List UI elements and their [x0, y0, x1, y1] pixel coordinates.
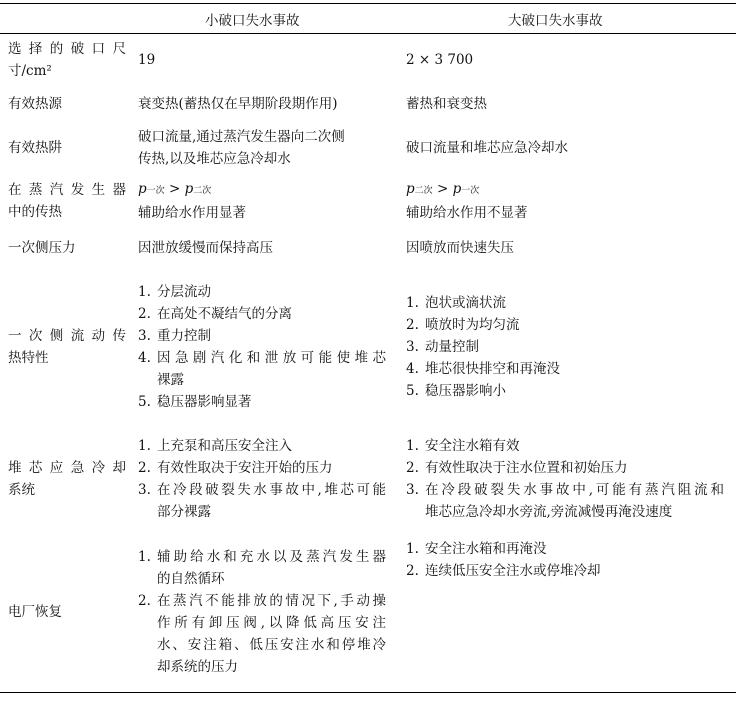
- large-break-cell: [400, 174, 736, 228]
- item-number: 3.: [406, 339, 419, 355]
- item-line: 稳压器影响显著: [157, 394, 252, 410]
- list-item: [138, 325, 386, 347]
- item-line: 在蒸汽不能排放的情况下,手动操: [157, 593, 386, 609]
- list-item: [406, 479, 724, 523]
- list-item: [406, 380, 724, 402]
- row-label: [0, 426, 132, 532]
- item-line: 因急剧汽化和泄放可能使堆芯: [157, 350, 386, 366]
- item-number: 2.: [138, 460, 151, 476]
- small-break-cell: [132, 174, 400, 228]
- large-break-cell: [400, 426, 736, 532]
- item-list: [138, 281, 386, 413]
- list-item: [138, 590, 386, 678]
- pressure-symbol: p: [406, 181, 415, 197]
- item-number: 1.: [138, 549, 151, 565]
- list-item: [138, 281, 386, 303]
- item-list: [138, 546, 386, 678]
- small-break-cell: [132, 268, 400, 426]
- item-number: 2.: [138, 593, 151, 609]
- item-line: 重力控制: [157, 328, 211, 344]
- pressure-subscript: 二次: [193, 186, 212, 196]
- cell-line: 辅助给水作用不显著: [406, 205, 528, 221]
- large-break-cell: 因喷放而快速失压: [406, 240, 514, 256]
- item-list: [406, 435, 724, 523]
- large-break-cell: 蓄热和衰变热: [406, 96, 487, 112]
- table-header-row: [0, 4, 736, 34]
- label-line: 在蒸汽发生器: [8, 182, 126, 198]
- item-line: 稳压器影响小: [425, 383, 506, 399]
- item-line: 安全注水箱有效: [425, 438, 520, 454]
- label-line: 热特性: [8, 350, 49, 366]
- list-item: [138, 546, 386, 590]
- list-item: [138, 479, 386, 523]
- item-number: 1.: [406, 295, 419, 311]
- list-item: [138, 435, 386, 457]
- label-line: 选择的破口尺: [8, 41, 126, 57]
- item-line: 喷放时为均匀流: [425, 317, 520, 333]
- list-item: [406, 314, 724, 336]
- item-line: 安全注水箱和再淹没: [425, 541, 547, 557]
- header-small-break: 小破口失水事故: [132, 4, 400, 34]
- item-number: 4.: [138, 350, 151, 366]
- list-item: [406, 538, 724, 560]
- item-line: 在冷段破裂失水事故中,可能有蒸汽阻流和: [425, 482, 724, 498]
- item-line: 上充泵和高压安全注入: [157, 438, 292, 454]
- label-line: 一次侧流动传: [8, 328, 126, 344]
- comparison-operator: >: [432, 181, 453, 197]
- pressure-symbol: p: [452, 181, 462, 197]
- item-line: 连续低压安全注水或停堆冷却: [425, 563, 601, 579]
- pressure-relation: [406, 178, 724, 202]
- item-number: 5.: [138, 394, 151, 410]
- row-label: [0, 122, 132, 174]
- table-row: [0, 174, 736, 228]
- item-line: 在冷段破裂失水事故中,堆芯可能: [157, 482, 386, 498]
- item-number: 1.: [138, 438, 151, 454]
- header-large-break: 大破口失水事故: [400, 4, 736, 34]
- item-number: 1.: [406, 541, 419, 557]
- row-label: [0, 268, 132, 426]
- item-number: 3.: [406, 482, 419, 498]
- comparison-table: [0, 3, 736, 693]
- pressure-subscript: 一次: [461, 186, 480, 196]
- pressure-symbol: p: [138, 181, 147, 197]
- table-row: [0, 426, 736, 532]
- table-row: [0, 268, 736, 426]
- row-label: [0, 228, 132, 268]
- item-number: 4.: [406, 361, 419, 377]
- item-line: 有效性取决于注水位置和初始压力: [425, 460, 628, 476]
- item-line: 堆芯很快排空和再淹没: [425, 361, 560, 377]
- item-number: 1.: [138, 284, 151, 300]
- item-list: [138, 435, 386, 523]
- list-item: [406, 435, 724, 457]
- large-break-cell: [400, 532, 736, 693]
- small-break-cell: 19: [138, 52, 156, 68]
- label-line: 有效热阱: [8, 140, 62, 156]
- item-number: 2.: [138, 306, 151, 322]
- list-item: [406, 358, 724, 380]
- list-item: [138, 303, 386, 325]
- label-line: 有效热源: [8, 96, 62, 112]
- item-number: 3.: [138, 482, 151, 498]
- item-line: 辅助给水和充水以及蒸汽发生器: [157, 549, 386, 565]
- label-line: 一次侧压力: [8, 240, 76, 256]
- item-number: 1.: [406, 438, 419, 454]
- row-label: [0, 86, 132, 122]
- item-line: 泡状或滴状流: [425, 295, 506, 311]
- item-list: [406, 292, 724, 402]
- cell-line: 传热,以及堆芯应急冷却水: [138, 151, 291, 167]
- item-line: 动量控制: [425, 339, 479, 355]
- item-line: 分层流动: [157, 284, 211, 300]
- label-line: 寸/cm²: [8, 63, 52, 79]
- item-number: 2.: [406, 460, 419, 476]
- item-number: 2.: [406, 563, 419, 579]
- table-row: [0, 228, 736, 268]
- small-break-cell: 衰变热(蓄热仅在早期阶段期作用): [138, 96, 338, 112]
- table-row: [0, 86, 736, 122]
- row-label: [0, 34, 132, 87]
- item-list: [406, 538, 724, 582]
- pressure-subscript: 一次: [146, 186, 165, 196]
- large-break-cell: 破口流量和堆芯应急冷却水: [406, 140, 568, 156]
- item-line: 的自然循环: [157, 571, 225, 587]
- comparison-operator: >: [164, 181, 185, 197]
- small-break-cell: [132, 426, 400, 532]
- large-break-cell: [400, 268, 736, 426]
- item-line: 有效性取决于安注开始的压力: [157, 460, 333, 476]
- list-item: [406, 457, 724, 479]
- list-item: [138, 347, 386, 391]
- cell-line: 辅助给水作用显著: [138, 205, 246, 221]
- list-item: [138, 457, 386, 479]
- list-item: [406, 560, 724, 582]
- item-line: 裸露: [157, 372, 184, 388]
- pressure-relation: [138, 178, 386, 202]
- list-item: [138, 391, 386, 413]
- list-item: [406, 292, 724, 314]
- item-number: 2.: [406, 317, 419, 333]
- item-line: 水、安注箱、低压安注水和停堆冷: [157, 637, 386, 653]
- item-line: 作所有卸压阀,以降低高压安注: [157, 615, 386, 631]
- item-number: 3.: [138, 328, 151, 344]
- label-line: 中的传热: [8, 204, 62, 220]
- list-item: [406, 336, 724, 358]
- label-line: 电厂恢复: [8, 604, 62, 620]
- item-line: 在高处不凝结气的分离: [157, 306, 292, 322]
- large-break-cell: 2 × 3 700: [406, 52, 474, 68]
- table-row: [0, 532, 736, 693]
- item-number: 5.: [406, 383, 419, 399]
- small-break-cell: [132, 122, 400, 174]
- small-break-cell: 因泄放缓慢而保持高压: [138, 240, 273, 256]
- pressure-symbol: p: [184, 181, 194, 197]
- row-label: [0, 174, 132, 228]
- item-line: 却系统的压力: [157, 659, 238, 675]
- label-line: 堆芯应急冷却: [8, 460, 126, 476]
- label-line: 系统: [8, 482, 35, 498]
- item-line: 部分裸露: [157, 504, 211, 520]
- pressure-subscript: 二次: [414, 186, 433, 196]
- table-row: [0, 122, 736, 174]
- header-item: [0, 4, 132, 34]
- table-row: [0, 34, 736, 87]
- small-break-cell: [132, 532, 400, 693]
- cell-line: 破口流量,通过蒸汽发生器向二次侧: [138, 129, 345, 145]
- row-label: [0, 532, 132, 693]
- item-line: 堆芯应急冷却水旁流,旁流减慢再淹没速度: [425, 504, 673, 520]
